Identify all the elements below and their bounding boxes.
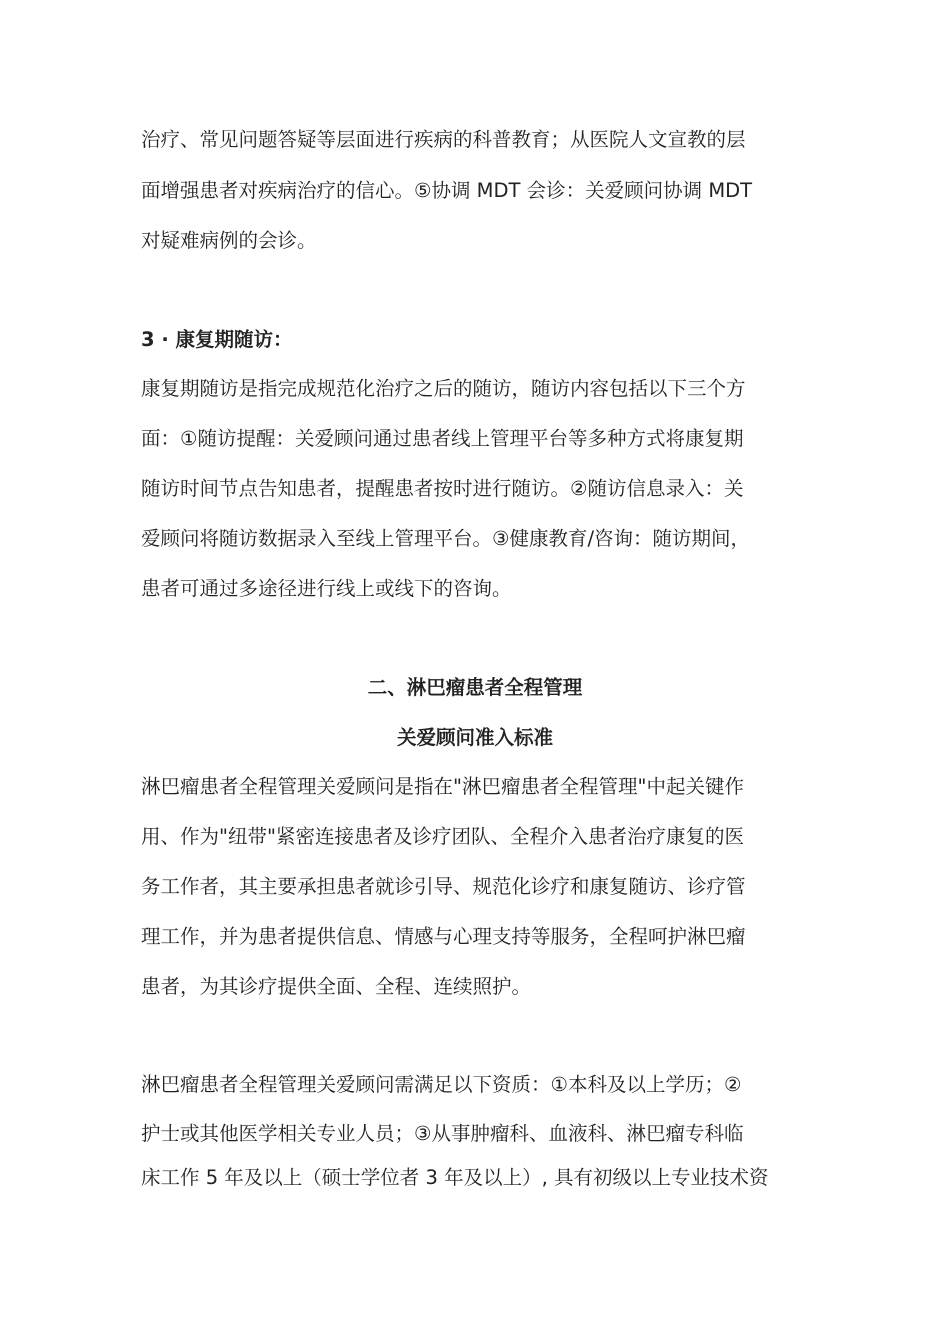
part-2-paragraph-a-line-5: 患者，为其诊疗提供全面、全程、连续照护。 (141, 975, 532, 998)
part-2-paragraph-a-line-4: 理工作，并为患者提供信息、情感与心理支持等服务，全程呵护淋巴瘤 (141, 925, 746, 948)
part-2-paragraph-b-line-2: 护士或其他医学相关专业人员；③从事肿瘤科、血液科、淋巴瘤专科临 (141, 1122, 744, 1145)
section-3-heading: 3 · 康复期随访： (141, 328, 293, 351)
section-3-line-2: 面：①随访提醒：关爱顾问通过患者线上管理平台等多种方式将康复期 (141, 427, 744, 450)
section-3-line-5: 患者可通过多途径进行线上或线下的咨询。 (141, 577, 512, 600)
section-3-line-4: 爱顾问将随访数据录入至线上管理平台。③健康教育/咨询：随访期间， (141, 527, 751, 550)
part-2-title: 二、淋巴瘤患者全程管理 (367, 676, 583, 699)
section-3-line-1: 康复期随访是指完成规范化治疗之后的随访，随访内容包括以下三个方 (141, 377, 746, 400)
part-2-subtitle: 关爱顾问准入标准 (396, 726, 553, 749)
part-2-paragraph-b-line-1: 淋巴瘤患者全程管理关爱顾问需满足以下资质：①本科及以上学历；② (141, 1073, 742, 1096)
part-2-paragraph-a-line-2: 用、作为"纽带"紧密连接患者及诊疗团队、全程介入患者治疗康复的医 (141, 825, 744, 848)
part-2-paragraph-a-line-1: 淋巴瘤患者全程管理关爱顾问是指在"淋巴瘤患者全程管理"中起关键作 (141, 775, 744, 798)
paragraph-1-line-2: 面增强患者对疾病治疗的信心。⑤协调 MDT 会诊：关爱顾问协调 MDT (141, 179, 753, 202)
part-2-paragraph-a-line-3: 务工作者，其主要承担患者就诊引导、规范化诊疗和康复随访、诊疗管 (141, 875, 746, 898)
part-2-paragraph-b-line-3: 床工作 5 年及以上（硕士学位者 3 年及以上）, 具有初级以上专业技术资 (141, 1166, 769, 1189)
section-3-line-3: 随访时间节点告知患者，提醒患者按时进行随访。②随访信息录入：关 (141, 477, 744, 500)
paragraph-1-line-1: 治疗、常见问题答疑等层面进行疾病的科普教育；从医院人文宣教的层 (141, 128, 746, 151)
paragraph-1-line-3: 对疑难病例的会诊。 (141, 229, 317, 252)
